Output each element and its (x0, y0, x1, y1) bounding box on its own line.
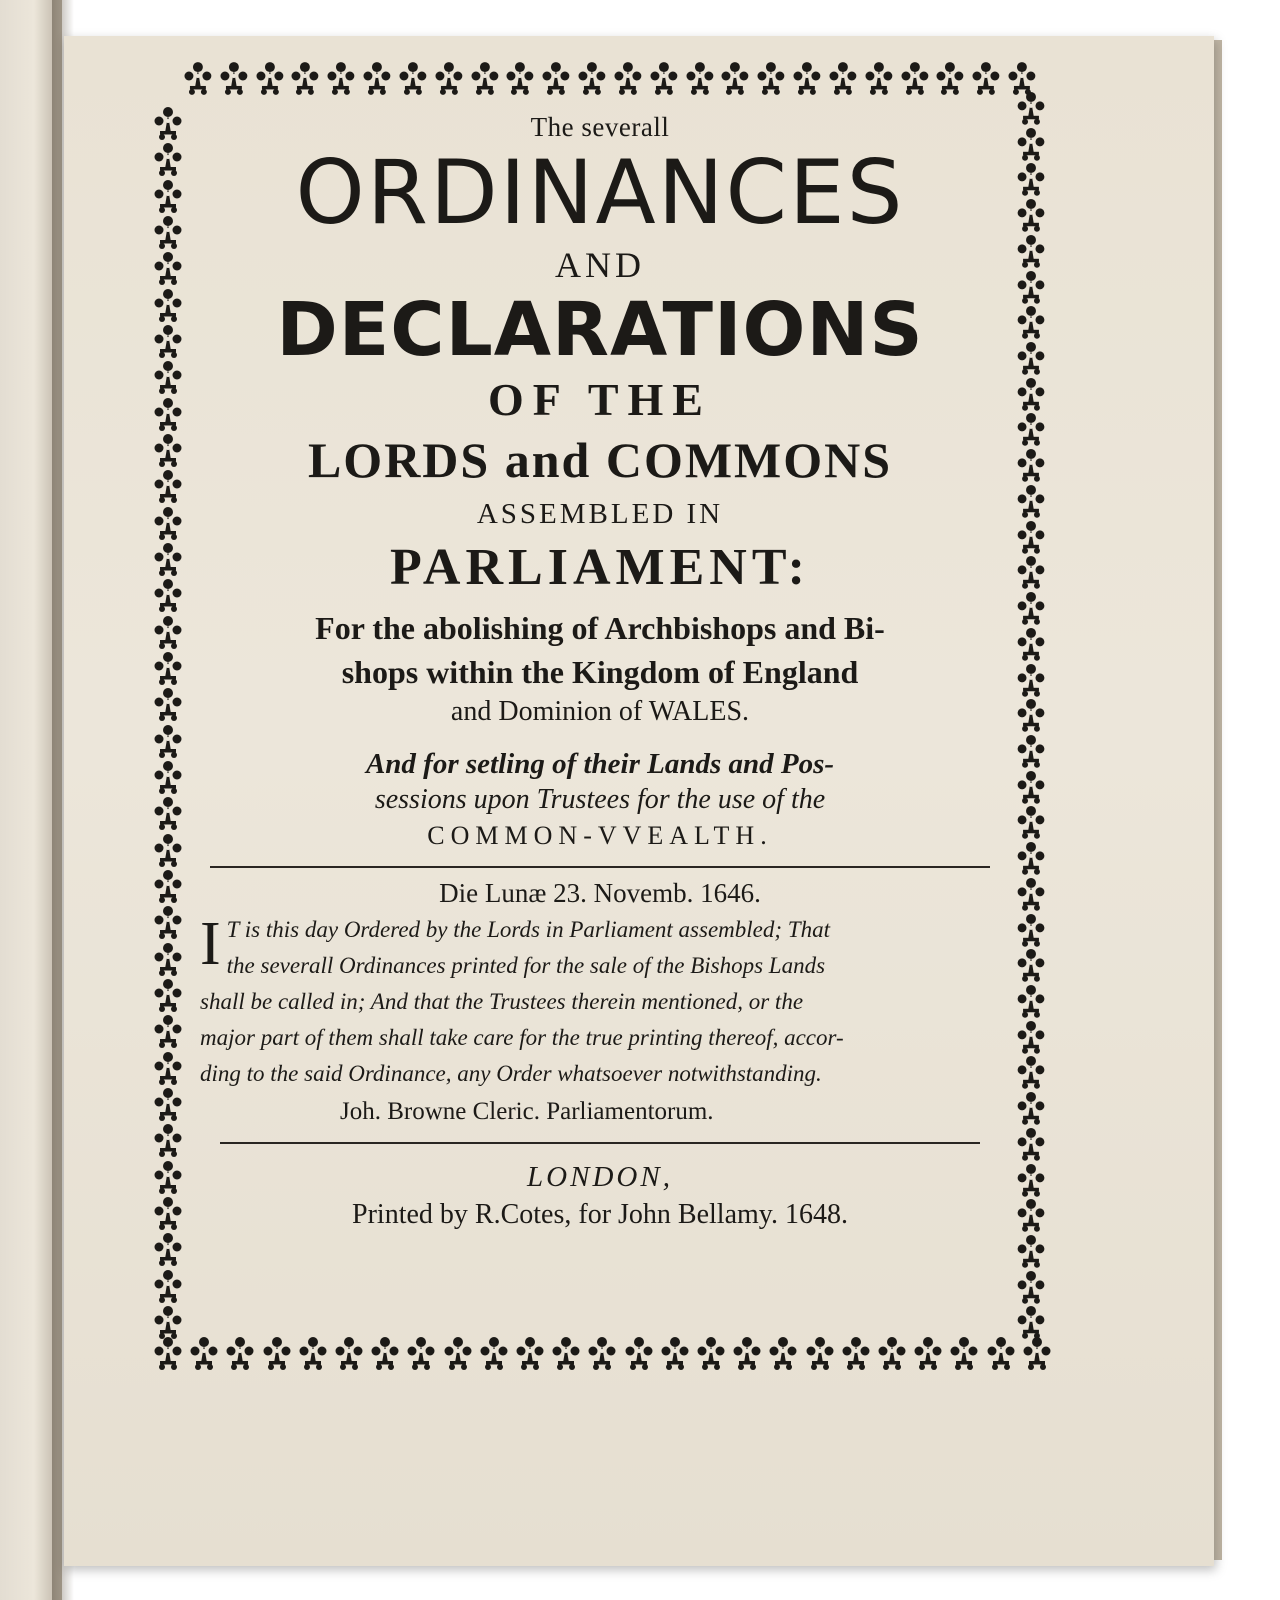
fleuron-icon (150, 323, 186, 359)
fleuron-icon (1013, 304, 1049, 340)
fleuron-icon (753, 60, 789, 96)
fleuron-icon (331, 1335, 367, 1371)
fleuron-icon (1013, 1197, 1049, 1233)
fleuron-icon (150, 396, 186, 432)
order-signature: Joh. Browne Cleric. Parliamentorum. (340, 1098, 714, 1125)
order-date: Die Lunæ 23. Novemb. 1646. (439, 878, 761, 908)
fleuron-icon (1013, 519, 1049, 555)
fleuron-icon (646, 60, 682, 96)
fleuron-icon (1013, 840, 1049, 876)
fleuron-icon (1013, 376, 1049, 412)
fleuron-icon (150, 868, 186, 904)
fleuron-icon (1013, 912, 1049, 948)
fleuron-icon (476, 1335, 512, 1371)
order-line-4: major part of them shall take care for the true printing thereof, accor- (200, 1025, 844, 1050)
fleuron-icon (1013, 1019, 1049, 1055)
fleuron-icon (789, 60, 825, 96)
fleuron-icon (968, 60, 1004, 96)
fleuron-icon (150, 795, 186, 831)
fleuron-icon (1013, 804, 1049, 840)
fleuron-icon (150, 505, 186, 541)
fleuron-icon (983, 1335, 1019, 1371)
fleuron-icon (502, 60, 538, 96)
drop-cap: I (200, 910, 221, 978)
fleuron-icon (150, 832, 186, 868)
fleuron-icon (838, 1335, 874, 1371)
fleuron-icon (1013, 483, 1049, 519)
fleuron-icon (440, 1335, 476, 1371)
fleuron-icon (150, 432, 186, 468)
title-kicker: The severall (530, 112, 670, 142)
fleuron-icon (1013, 340, 1049, 376)
fleuron-icon (150, 359, 186, 395)
fleuron-icon (150, 723, 186, 759)
order-line-2: the severall Ordinances printed for the sale of the Bishops Lands (226, 953, 826, 978)
fleuron-icon (548, 1335, 584, 1371)
border-left (150, 105, 190, 1340)
border-bottom (150, 1335, 1055, 1380)
fleuron-icon (874, 1335, 910, 1371)
border-right (1013, 90, 1057, 1340)
fleuron-icon (150, 1195, 186, 1231)
order-line-5: ding to the said Ordinance, any Order whatsoever notwithstanding. (200, 1061, 822, 1086)
fleuron-icon (150, 287, 186, 323)
fleuron-icon (1013, 126, 1049, 162)
imprint-place: LONDON, (527, 1161, 673, 1193)
fleuron-icon (150, 250, 186, 286)
fleuron-icon (150, 214, 186, 250)
title-block (200, 110, 1000, 1234)
fleuron-icon (861, 60, 897, 96)
fleuron-icon (216, 60, 252, 96)
fleuron-icon (1013, 269, 1049, 305)
order-line-3: shall be called in; And that the Trustees therein mentioned, or the (200, 989, 804, 1014)
title-lords-commons: LORDS and COMMONS (307, 432, 893, 488)
title-parliament: PARLIAMENT: (390, 539, 810, 596)
fleuron-icon (295, 1335, 331, 1371)
fleuron-icon (1013, 161, 1049, 197)
fleuron-icon (150, 1159, 186, 1195)
fleuron-icon (150, 941, 186, 977)
purpose-line-1: For the abolishing of Archbishops and Bi- (315, 610, 885, 646)
fleuron-icon (150, 1050, 186, 1086)
fleuron-icon (467, 60, 503, 96)
purpose-line-2: shops within the Kingdom of England (341, 654, 859, 690)
setling-line-2: sessions upon Trustees for the use of the (374, 784, 826, 815)
fleuron-icon (150, 1086, 186, 1122)
imprint-printer: Printed by R.Cotes, for John Bellamy. 1648. (352, 1199, 848, 1230)
divider-rule-top (210, 866, 990, 868)
fleuron-icon (359, 60, 395, 96)
fleuron-icon (825, 60, 861, 96)
fleuron-icon (186, 1335, 222, 1371)
fleuron-icon (1013, 697, 1049, 733)
fleuron-icon (910, 1335, 946, 1371)
title-second: DECLARATIONS (276, 287, 924, 373)
fleuron-icon (1013, 1126, 1049, 1162)
fleuron-icon (682, 60, 718, 96)
fleuron-icon (1013, 947, 1049, 983)
order-line-1: T is this day Ordered by the Lords in Parliament assembled; That (226, 917, 830, 942)
fleuron-icon (1013, 1090, 1049, 1126)
fleuron-icon (403, 1335, 439, 1371)
fleuron-icon (180, 60, 216, 96)
fleuron-icon (932, 60, 968, 96)
title-main: ORDINANCES (295, 141, 905, 244)
fleuron-icon (538, 60, 574, 96)
fleuron-icon (1013, 1233, 1049, 1269)
fleuron-icon (621, 1335, 657, 1371)
setling-line-1: And for setling of their Lands and Pos- (365, 748, 835, 780)
fleuron-icon (150, 977, 186, 1013)
fleuron-icon (693, 1335, 729, 1371)
fleuron-icon (1013, 447, 1049, 483)
fleuron-icon (259, 1335, 295, 1371)
fleuron-icon (946, 1335, 982, 1371)
title-assembled-in: ASSEMBLED IN (476, 498, 724, 530)
fleuron-icon (729, 1335, 765, 1371)
fleuron-icon (431, 60, 467, 96)
fleuron-icon (150, 541, 186, 577)
fleuron-icon (395, 60, 431, 96)
fleuron-icon (1013, 90, 1049, 126)
fleuron-icon (150, 178, 186, 214)
fleuron-icon (1013, 733, 1049, 769)
fleuron-icon (512, 1335, 548, 1371)
fleuron-icon (367, 1335, 403, 1371)
fleuron-icon (657, 1335, 693, 1371)
fleuron-icon (150, 105, 186, 141)
fleuron-icon (150, 904, 186, 940)
fleuron-icon (1013, 411, 1049, 447)
fleuron-icon (150, 468, 186, 504)
fleuron-icon (150, 1335, 186, 1371)
fleuron-icon (765, 1335, 801, 1371)
fleuron-icon (150, 1013, 186, 1049)
fleuron-icon (1013, 1054, 1049, 1090)
title-of-the: OF THE (488, 374, 712, 425)
fleuron-icon (610, 60, 646, 96)
fleuron-icon (574, 60, 610, 96)
fleuron-icon (1013, 197, 1049, 233)
fleuron-icon (150, 141, 186, 177)
fleuron-icon (1019, 1335, 1055, 1371)
fleuron-icon (222, 1335, 258, 1371)
fleuron-icon (1013, 983, 1049, 1019)
fleuron-icon (1013, 876, 1049, 912)
fleuron-icon (287, 60, 323, 96)
fleuron-icon (1013, 1269, 1049, 1305)
fleuron-icon (150, 759, 186, 795)
divider-rule-bottom (220, 1142, 980, 1144)
fleuron-icon (323, 60, 359, 96)
fleuron-icon (717, 60, 753, 96)
fleuron-icon (252, 60, 288, 96)
title-and: AND (555, 245, 645, 285)
fleuron-icon (150, 1268, 186, 1304)
fleuron-icon (1013, 554, 1049, 590)
border-top (180, 60, 1040, 100)
purpose-line-3: and Dominion of WALES. (450, 696, 750, 727)
setling-line-3: COMMON-VVEALTH. (427, 821, 773, 850)
fleuron-icon (1013, 769, 1049, 805)
order-text (200, 912, 1000, 1092)
fleuron-icon (1013, 233, 1049, 269)
fleuron-icon (150, 1122, 186, 1158)
fleuron-icon (1013, 1162, 1049, 1198)
fleuron-icon (897, 60, 933, 96)
fleuron-icon (150, 1231, 186, 1267)
fleuron-icon (802, 1335, 838, 1371)
fleuron-icon (584, 1335, 620, 1371)
